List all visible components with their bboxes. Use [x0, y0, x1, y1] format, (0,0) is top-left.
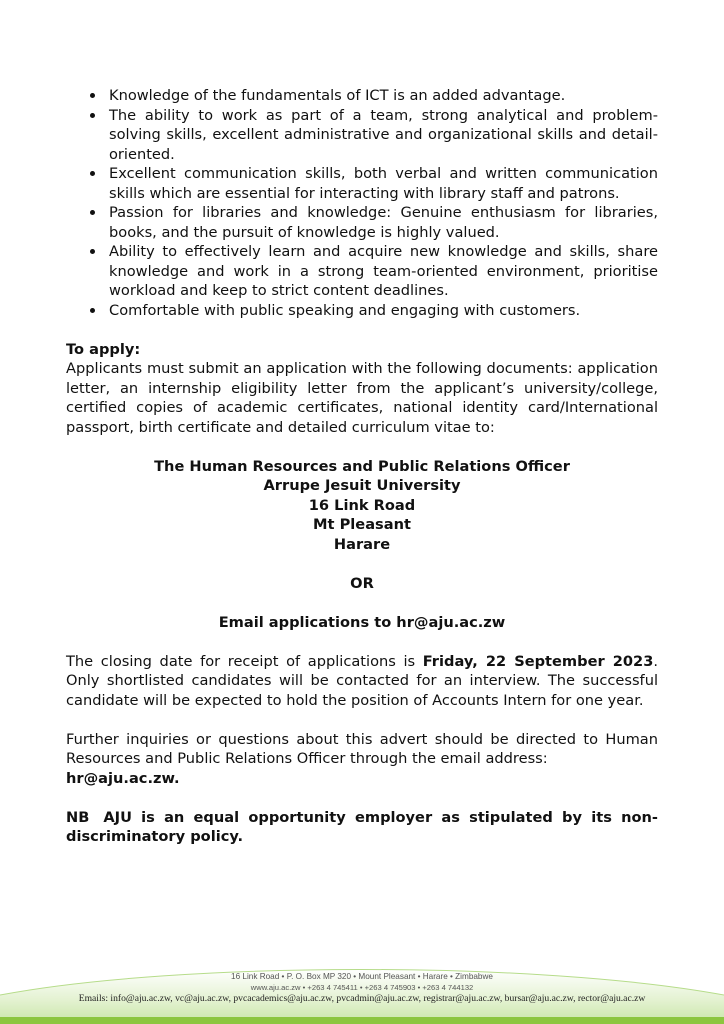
bullet-icon	[90, 93, 95, 98]
bullet-icon	[90, 308, 95, 313]
footer-emails: Emails: info@aju.ac.zw, vc@aju.ac.zw, pvcacademics@aju.ac.zw, pvcadmin@aju.ac.zw, registrar@aju.ac.zw, bursar@aju.ac.zw, rector@aju.ac.zw	[78, 993, 646, 1004]
address-line: The Human Resources and Public Relations Officer	[154, 457, 570, 475]
postal-address	[66, 457, 658, 555]
requirement-text: Ability to effectively learn and acquire new knowledge and skills, share knowledge and work in a strong team-oriented environment, prioritise workload and keep to strict content deadlines.	[109, 243, 658, 299]
address-line: Harare	[333, 535, 391, 553]
equal-opportunity-note	[66, 808, 658, 847]
address-line: Arrupe Jesuit University	[263, 477, 461, 494]
requirement-text: Comfortable with public speaking and engaging with customers.	[109, 301, 581, 319]
requirement-text: Knowledge of the fundamentals of ICT is an added advantage.	[109, 87, 566, 104]
requirement-text: Passion for libraries and knowledge: Genuine enthusiasm for libraries, books, and the pursuit of knowledge is highly valued.	[109, 204, 658, 241]
page-footer	[0, 955, 724, 1024]
nb-text: AJU is an equal opportunity employer as stipulated by its non-discriminatory policy.	[66, 808, 658, 845]
document-body	[66, 86, 658, 847]
footer-web-phone: www.aju.ac.zw • +263 4 745411 • +263 4 745903 • +263 4 744132	[250, 983, 474, 992]
or-separator: OR	[350, 574, 374, 592]
requirements-list	[66, 86, 658, 320]
address-line: 16 Link Road	[308, 496, 416, 514]
address-line: Mt Pleasant	[313, 516, 411, 533]
apply-instructions: Applicants must submit an application with the following documents: application letter, an internship eligibility letter from the applicant’s university/college, certified copies of academic certificates, national identity card/International passport, birth certificate and detailed curriculum vitae to:	[66, 360, 658, 436]
list-item	[66, 106, 658, 165]
footer-address: 16 Link Road • P. O. Box MP 320 • Mount Pleasant • Harare • Zimbabwe	[231, 972, 493, 981]
list-item	[66, 164, 658, 203]
bullet-icon	[90, 210, 95, 215]
inquiries-text: Further inquiries or questions about this advert should be directed to Human Resources and Public Relations Officer through the email address:	[66, 730, 658, 767]
bullet-icon	[90, 249, 95, 254]
bullet-icon	[90, 113, 95, 118]
closing-suffix: . Only shortlisted candidates will be contacted for an interview. The successful candidate will be expected to hold the position of Accounts Intern for one year.	[66, 652, 658, 709]
list-item	[66, 242, 658, 301]
list-item	[66, 301, 658, 321]
inquiries-email: hr@aju.ac.zw.	[66, 769, 180, 787]
nb-label: NB	[66, 808, 90, 826]
apply-heading: To apply:	[66, 340, 141, 358]
list-item	[66, 203, 658, 242]
closing-prefix: The closing date for receipt of applications is	[66, 652, 423, 670]
closing-date: Friday, 22 September 2023	[422, 652, 654, 670]
list-item	[66, 86, 658, 106]
email-instruction: Email applications to hr@aju.ac.zw	[218, 613, 506, 631]
inquiries-paragraph	[66, 730, 658, 789]
closing-date-paragraph	[66, 652, 658, 711]
requirement-text: The ability to work as part of a team, strong analytical and problem-solving skills, excellent administrative and organizational skills and detail-oriented.	[109, 106, 658, 163]
bullet-icon	[90, 171, 95, 176]
requirement-text: Excellent communication skills, both verbal and written communication skills which are essential for interacting with library staff and patrons.	[109, 165, 658, 202]
